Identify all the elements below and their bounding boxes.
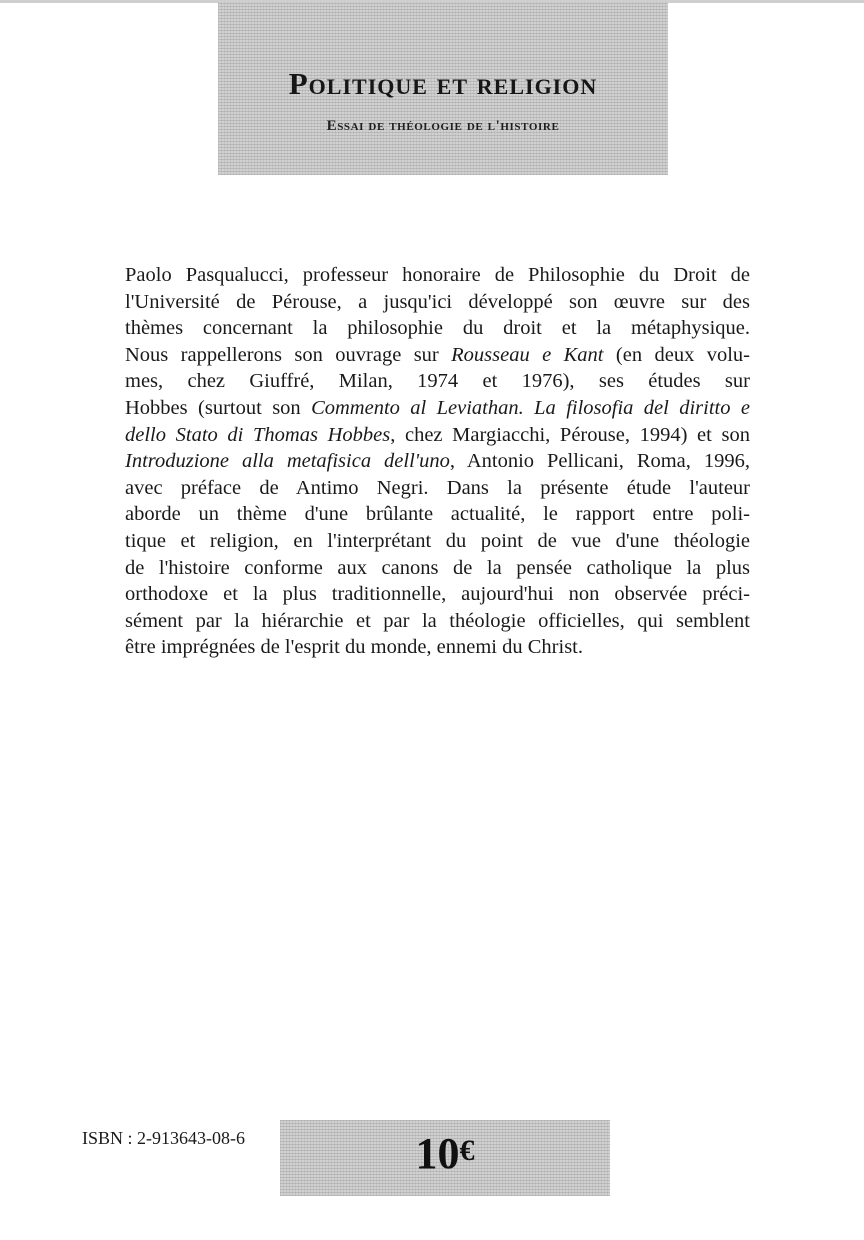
blurb-line: thèmes concernant la philosophie du droit et la métaphysique. — [125, 317, 750, 340]
blurb-line: l'Université de Pérouse, a jusqu'ici développé son œuvre sur des — [125, 290, 750, 313]
blurb-line: tique et religion, en l'interprétant du point de vue d'une théologie — [125, 529, 750, 552]
italic-title: Commento al Leviathan. La filosofia del diritto e — [311, 396, 750, 419]
italic-title: Introduzione alla metafisica dell'uno — [125, 450, 450, 473]
blurb-line: mes, chez Giuffré, Milan, 1974 et 1976), ses études sur — [125, 370, 750, 393]
price-currency: € — [459, 1134, 475, 1167]
blurb-line: de l'histoire conforme aux canons de la pensée catholique la plus — [125, 556, 750, 579]
blurb-line: Nous rappellerons son ouvrage sur Rousseau e Kant (en deux volu- — [125, 343, 750, 366]
blurb-line: sément par la hiérarchie et par la théologie officielles, qui semblent — [125, 609, 750, 632]
book-subtitle: Essai de théologie de l'histoire — [326, 118, 560, 134]
back-cover-blurb — [125, 262, 750, 661]
price-amount: 10 — [415, 1129, 460, 1178]
italic-title: Rousseau e Kant — [451, 343, 604, 366]
blurb-line: dello Stato di Thomas Hobbes, chez Margiacchi, Pérouse, 1994) et son — [125, 423, 750, 446]
blurb-line: Hobbes (surtout son Commento al Leviathan. La filosofia del diritto e — [125, 396, 750, 419]
blurb-line: avec préface de Antimo Negri. Dans la présente étude l'auteur — [125, 476, 750, 499]
blurb-line: Paolo Pasqualucci, professeur honoraire de Philosophie du Droit de — [125, 264, 750, 286]
blurb-line: être imprégnées de l'esprit du monde, ennemi du Christ. — [125, 636, 583, 659]
price-tag — [280, 1128, 610, 1179]
italic-title: dello Stato di Thomas Hobbes — [125, 423, 391, 446]
isbn-label: ISBN : 2-913643-08-6 — [82, 1128, 245, 1148]
book-title: Politique et religion — [288, 66, 598, 101]
blurb-line: orthodoxe et la plus traditionnelle, aujourd'hui non observée préci- — [125, 583, 750, 606]
blurb-line: Introduzione alla metafisica dell'uno, Antonio Pellicani, Roma, 1996, — [125, 450, 750, 473]
price-panel — [280, 1120, 610, 1196]
blurb-line: aborde un thème d'une brûlante actualité, le rapport entre poli- — [125, 503, 750, 526]
title-panel — [218, 2, 668, 175]
